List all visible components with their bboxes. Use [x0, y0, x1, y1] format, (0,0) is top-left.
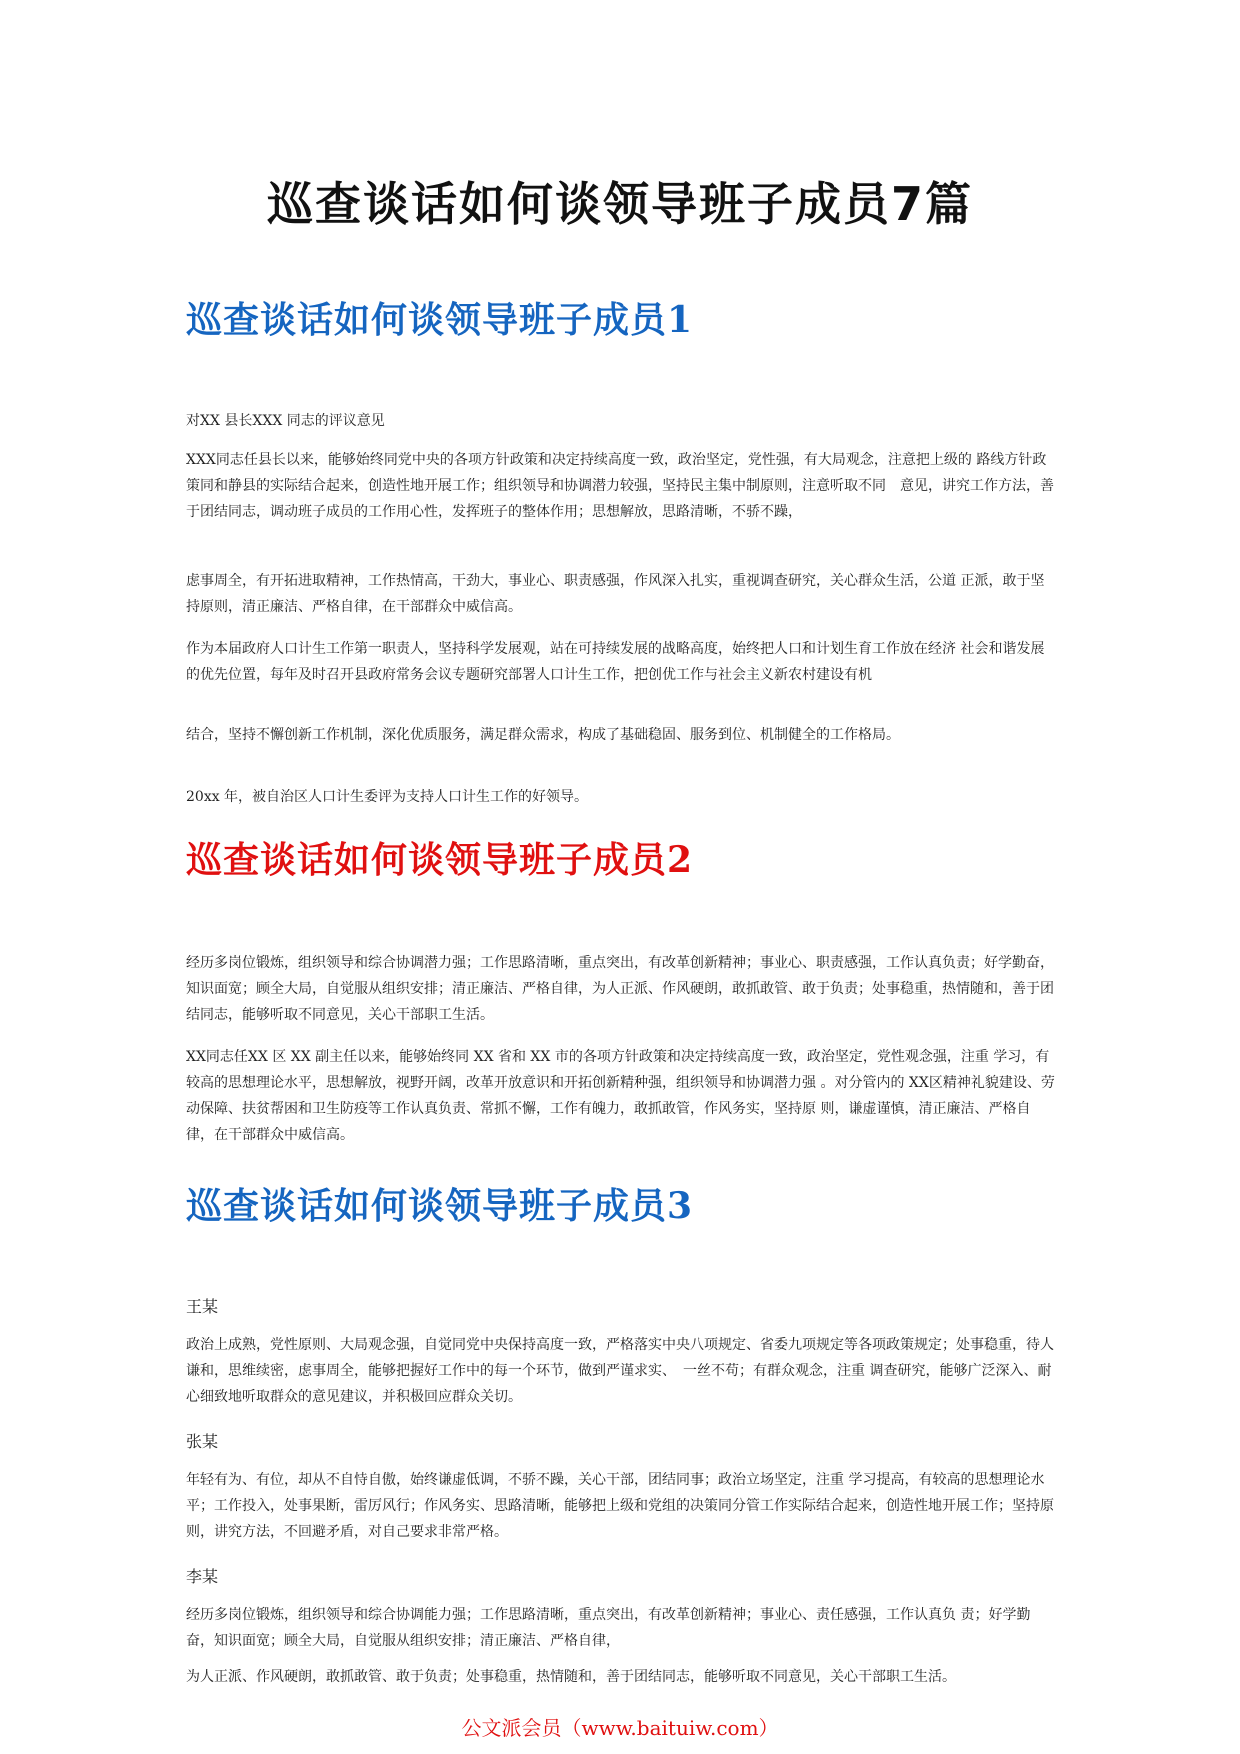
person-zhang-evaluation: 年轻有为、有位，却从不自恃自傲，始终谦虚低调，不骄不躁，关心干部，团结同事；政治立场坚定，注重 学习提高，有较高的思想理论水平；工作投入，处事果断，雷厉风行；作风务实、思路清晰，能够把上级和党组的决策同分管工作实际结合起来，创造性地开展工作；坚持原则，讲究方法，不回避矛盾，对自己要求非常严格。 [186, 1472, 1054, 1540]
section-1-paragraph-1: 对XX 县长XXX 同志的评议意见 [186, 413, 385, 429]
section-1-paragraph-6: 20xx 年，被自治区人口计生委评为支持人口计生工作的好领导。 [186, 789, 589, 805]
section-1-paragraph-2: XXX同志任县长以来，能够始终同党中央的各项方针政策和决定持续高度一致，政治坚定，党性强，有大局观念，注意把上级的 路线方针政策同和静县的实际结合起来，创造性地开展工作；组织领导和协调潜力较强，坚持民主集中制原则，注意听取不同 意见，讲究工作方法，善于团结同志，调动班子成员的工作用心性，发挥班子的整体作用；思想解放，思路清晰，不骄不躁， [186, 452, 1054, 520]
document-title: 巡查谈话如何谈领导班子成员7篇 [266, 177, 973, 231]
person-name-wang: 王某 [186, 1297, 219, 1316]
section-2-paragraph-1: 经历多岗位锻炼，组织领导和综合协调潜力强；工作思路清晰，重点突出，有改革创新精神；事业心、职责感强，工作认真负责；好学勤奋，知识面宽；顾全大局，自觉服从组织安排；清正廉洁、严格自律，为人正派、作风硬朗，敢抓敢管、敢于负责；处事稳重，热情随和，善于团结同志，能够听取不同意见，关心干部职工生活。 [186, 955, 1054, 1023]
section-3-heading: 巡查谈话如何谈领导班子成员3 [186, 1185, 694, 1227]
person-li-evaluation: 经历多岗位锻炼，组织领导和综合协调能力强；工作思路清晰，重点突出，有改革创新精神；事业心、责任感强，工作认真负 责；好学勤奋，知识面宽；顾全大局，自觉服从组织安排；清正廉洁、严格自律， [186, 1607, 1031, 1649]
footer-watermark-text: 公文派会员（www.baituiw.com） [461, 1716, 779, 1740]
section-1-paragraph-5: 结合，坚持不懈创新工作机制，深化优质服务，满足群众需求，构成了基础稳固、服务到位、机制健全的工作格局。 [186, 727, 900, 743]
section-1-heading: 巡查谈话如何谈领导班子成员1 [186, 299, 694, 341]
person-li-evaluation-continued: 为人正派、作风硬朗，敢抓敢管、敢于负责；处事稳重，热情随和，善于团结同志，能够听取不同意见，关心干部职工生活。 [186, 1669, 956, 1685]
person-name-zhang: 张某 [186, 1432, 219, 1451]
section-2-paragraph-2: XX同志任XX 区 XX 副主任以来，能够始终同 XX 省和 XX 市的各项方针政策和决定持续高度一致，政治坚定，党性观念强，注重 学习，有较高的思想理论水平，思想解放，视野开阔，改革开放意识和开拓创新精种强，组织领导和协调潜力强 。对分管内的 XX区精神礼貌建设、劳动保障、扶贫帮困和卫生防疫等工作认真负责、常抓不懈，工作有魄力，敢抓敢管，作风务实，坚持原 则，谦虚谨慎，清正廉洁、严格自律，在干部群众中威信高。 [186, 1049, 1055, 1143]
section-1-paragraph-4: 作为本届政府人口计生工作第一职责人，坚持科学发展观，站在可持续发展的战略高度，始终把人口和计划生育工作放在经济 社会和谐发展的优先位置，每年及时召开县政府常务会议专题研究部署人口计生工作，把创优工作与社会主义新农村建设有机 [186, 641, 1045, 683]
person-wang-evaluation: 政治上成熟，党性原则、大局观念强，自觉同党中央保持高度一致，严格落实中央八项规定、省委九项规定等各项政策规定；处事稳重，待人谦和，思维续密，虑事周全，能够把握好工作中的每一个环节，做到严谨求实、 一丝不苟；有群众观念，注重 调查研究，能够广泛深入、耐心细致地听取群众的意见建议，并积极回应群众关切。 [186, 1337, 1054, 1405]
section-1-paragraph-3: 虑事周全，有开拓进取精神，工作热情高，干劲大，事业心、职责感强，作风深入扎实，重视调查研究，关心群众生活，公道 正派，敢于坚持原则，清正廉洁、严格自律，在干部群众中威信高。 [186, 573, 1045, 615]
section-2-heading: 巡查谈话如何谈领导班子成员2 [186, 839, 694, 881]
person-name-li: 李某 [186, 1567, 219, 1586]
